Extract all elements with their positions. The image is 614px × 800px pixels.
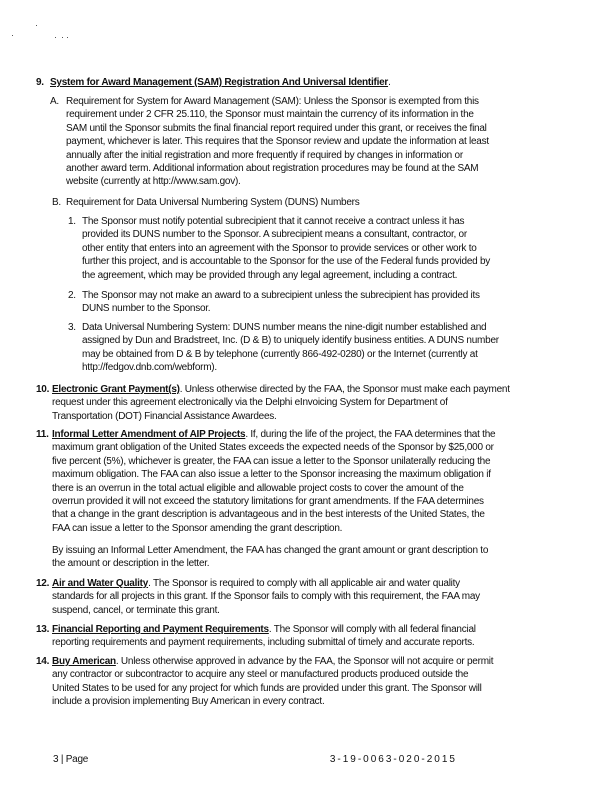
text-line: reporting requirements and payment requirements, including submittal of timely and accurate reports.: [52, 637, 475, 649]
text-line: overrun provided it will not exceed the statutory limitations for grant amendments. If the FAA determines: [52, 495, 484, 507]
scan-speck: [12, 35, 13, 36]
scan-speck: [62, 37, 63, 38]
section-number: 13.: [36, 624, 50, 635]
section-title: Air and Water Quality: [52, 578, 149, 589]
text-line: Transportation (DOT) Financial Assistance Awardees.: [52, 410, 277, 422]
text-line: include a provision implementing Buy American in every contract.: [52, 696, 325, 708]
section-heading-line: [52, 383, 510, 396]
text-line: requirement under 2 CFR 25.110, the Sponsor must maintain the currency of its information in the: [66, 109, 474, 121]
page-number: 3 | Page: [53, 754, 89, 765]
text-line: suspend, cancel, or terminate this grant.: [52, 604, 220, 616]
section-10: [36, 383, 510, 423]
text-line: maximum obligation. The FAA can also issue a letter to the Sponsor increasing the maximum obligation if: [52, 469, 491, 481]
text-line: Requirement for System for Award Management (SAM): Unless the Sponsor is exempted from this: [66, 96, 479, 107]
text-line: DUNS number to the Sponsor.: [82, 303, 211, 315]
section-heading-line: [52, 655, 493, 668]
text-line: http://fedgov.dnb.com/webform).: [82, 362, 217, 374]
section-title: Financial Reporting and Payment Requirements: [52, 624, 269, 635]
section-number: 2.: [68, 290, 76, 301]
section-number: B.: [52, 197, 61, 208]
section-heading-line: [52, 577, 480, 590]
text-line: the amount or description in the letter.: [52, 558, 210, 570]
text-line: standards for all projects in this grant. If the Sponsor fails to comply with this requirement, the FAA may: [52, 591, 480, 603]
section-number: 14.: [36, 656, 50, 667]
text-line: another award term. Additional information about registration procedures may be found at the SAM: [66, 162, 479, 174]
scan-speck: [55, 37, 56, 38]
section-number: 10.: [36, 384, 50, 395]
section-text: . Unless otherwise approved in advance by the FAA, the Sponsor will not acquire or permit: [115, 656, 494, 667]
section-13: [36, 623, 476, 650]
section-heading-line: [52, 623, 476, 636]
section-text: . The Sponsor will comply with all federal financial: [268, 624, 476, 635]
section-para: [52, 544, 488, 571]
text-line: any contractor or subcontractor to acquire any steel or manufactured products produced outside the: [52, 669, 469, 681]
text-line: assigned by Dun and Bradstreet, Inc. (D & B) to uniquely identify business entities. A DUNS number: [82, 335, 499, 347]
section-heading-line: [50, 76, 391, 89]
text-line: SAM until the Sponsor submits the final financial report required under this grant, or receives the final: [66, 122, 487, 134]
text-line: provided its DUNS number to the Sponsor. A subrecipient means a consultant, contractor, or: [82, 229, 467, 241]
scan-speck: [36, 25, 37, 26]
section-text: . The Sponsor is required to comply with all applicable air and water quality: [148, 578, 460, 589]
text-line: Data Universal Numbering System: DUNS number means the nine-digit number established and: [82, 322, 487, 333]
section-number: 9.: [36, 77, 44, 88]
section-number: A.: [50, 96, 59, 107]
section-11: [36, 428, 496, 535]
text-line: website (currently at http://www.sam.gov).: [66, 176, 241, 188]
grant-number: 3-19-0063-020-2015: [329, 754, 457, 765]
text-line: the agreement, which may be provided through any legal agreement, including a contract.: [82, 269, 458, 281]
text-line: that a change in the grant description is advantageous and in the best interests of the United States, the: [52, 509, 485, 521]
section-title: Buy American: [52, 656, 116, 667]
section-number: 3.: [68, 322, 76, 333]
section-2: [68, 289, 480, 316]
text-line: The Sponsor must notify potential subrecipient that it cannot receive a contract unless it has: [82, 216, 465, 227]
text-line: may be obtained from D & B by telephone (currently 866-492-0280) or the Internet (currently at: [82, 348, 478, 360]
section-title: System for Award Management (SAM) Registration And Universal Identifier: [50, 77, 389, 88]
text-line: other entity that enters into an agreement with the Sponsor to provide services or other work to: [82, 242, 477, 254]
text-line: further this project, and is accountable to the Sponsor for the use of the Federal funds provided by: [82, 256, 491, 268]
text-line: annually after the initial registration and more frequently if required by changes in information or: [66, 149, 463, 161]
section-12: [36, 577, 480, 617]
section-A: [50, 95, 489, 189]
section-title: Electronic Grant Payment(s): [52, 384, 180, 395]
text-line: The Sponsor may not make an award to a subrecipient unless the subrecipient has provided its: [82, 290, 480, 301]
section-B: [52, 196, 360, 209]
section-1: [68, 215, 491, 282]
text-line: there is an overrun in the total actual eligible and allowable project costs to cover the amount of the: [52, 482, 464, 494]
section-number: 12.: [36, 578, 50, 589]
section-text: . Unless otherwise directed by the FAA, the Sponsor must make each payment: [179, 384, 510, 395]
text-line: five percent (5%), whichever is greater, the FAA can issue a letter to the Sponsor unilaterally reducing the: [52, 455, 491, 467]
text-line: payment, whichever is later. This requires that the Sponsor review and update the information at least: [66, 136, 489, 148]
text-line: United States to be used for any project for which funds are provided under this grant. The Sponsor will: [52, 682, 482, 694]
section-text: .: [388, 77, 391, 88]
section-9: [36, 76, 391, 89]
section-14: [36, 655, 494, 709]
section-number: 1.: [68, 216, 76, 227]
section-heading-line: [52, 428, 495, 441]
text-line: Requirement for Data Universal Numbering System (DUNS) Numbers: [66, 197, 360, 208]
text-line: By issuing an Informal Letter Amendment, the FAA has changed the grant amount or grant description to: [52, 545, 489, 556]
section-3: [68, 321, 499, 375]
text-line: request under this agreement electronically via the Delphi eInvoicing System for Department of: [52, 397, 448, 409]
section-number: 11.: [36, 429, 49, 440]
scan-speck: [67, 37, 68, 38]
section-title: Informal Letter Amendment of AIP Projects: [52, 429, 246, 440]
section-text: . If, during the life of the project, the FAA determines that the: [245, 429, 496, 440]
text-line: maximum grant obligation of the United States exceeds the expected needs of the Sponsor by $25,000 or: [52, 442, 494, 454]
text-line: FAA can issue a letter to the Sponsor amending the grant description.: [52, 522, 343, 534]
